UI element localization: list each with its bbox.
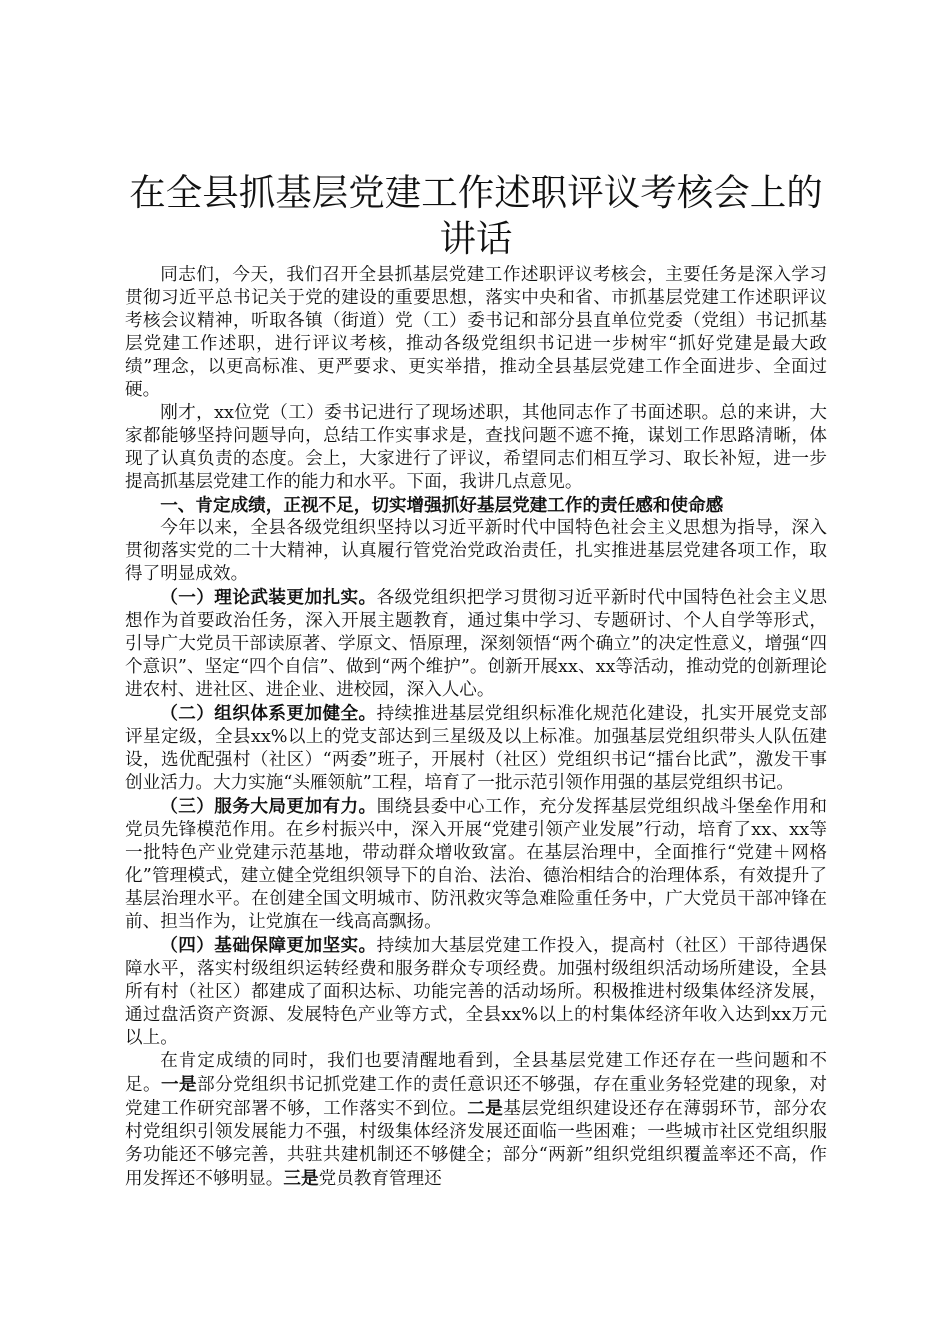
problems-text: 在肯定成绩的同时，我们也要清醒地看到，全县基层党建工作还存在一些问题和不足。 <box>125 1051 827 1095</box>
problems-text: 党员教育管理还 <box>318 1169 442 1189</box>
subsection-text: 持续加大基层党建工作投入，提高村（社区）干部待遇保障水平，落实村级组织运转经费和服务群众专项经费。加强村级组织活动场所建设，全县所有村（社区）都建成了面积达标、功能完善的活动场所。积极推进村级集体经济发展，通过盘活资产资源、发展特色产业等方式，全县xx%以上的村集体经济年收入达到xx万元以上。 <box>125 936 827 1048</box>
document-page <box>125 170 827 1191</box>
subsection-lead: （三）服务大局更加有力。 <box>160 796 377 817</box>
section-heading: 一、肯定成绩，正视不足，切实增强抓好基层党建工作的责任感和使命感 <box>160 495 724 516</box>
point-marker-1: 一是 <box>161 1074 198 1095</box>
document-title: 在全县抓基层党建工作述职评议考核会上的讲话 <box>129 171 823 260</box>
subsection-lead: （一）理论武装更加扎实。 <box>160 587 377 608</box>
body-paragraph: 今年以来，全县各级党组织坚持以习近平新时代中国特色社会主义思想为指导，深入贯彻落实党的二十大精神，认真履行管党治党政治责任，扎实推进基层党建各项工作，取得了明显成效。 <box>125 518 827 584</box>
subsection-paragraph <box>125 586 827 702</box>
problems-text: 基层党组织建设还存在薄弱环节，部分农村党组织引领发展能力不强，村级集体经济发展还面临一些困难；一些城市社区党组织服务功能还不够完善，共驻共建机制还不够健全；部分“两新”组织党组织覆盖率还不高，作用发挥还不够明显。 <box>125 1099 827 1189</box>
point-marker-3: 三是 <box>283 1168 319 1189</box>
subsection-paragraph <box>125 795 827 934</box>
subsection-paragraph <box>125 702 827 795</box>
problems-text: 部分党组织书记抓党建工作的责任意识还不够强，存在重业务轻党建的现象，对党建工作研究部署不够，工作落实不到位。 <box>125 1075 827 1119</box>
subsection-paragraph <box>125 934 827 1050</box>
subsection-lead: （二）组织体系更加健全。 <box>160 703 377 724</box>
point-marker-2: 二是 <box>467 1098 504 1119</box>
subsection-text: 各级党组织把学习贯彻习近平新时代中国特色社会主义思想作为首要政治任务，深入开展主题教育，通过集中学习、专题研讨、个人自学等形式，引导广大党员干部读原著、学原文、悟原理，深刻领悟“两个确立”的决定性意义，增强“四个意识”、坚定“四个自信”、做到“两个维护”。创新开展xx、xx等活动，推动党的创新理论进农村、进社区、进企业、进校园，深入人心。 <box>125 588 827 700</box>
subsection-text: 持续推进基层党组织标准化规范化建设，扎实开展党支部评星定级，全县xx%以上的党支部达到三星级及以上标准。加强基层党组织带头人队伍建设，选优配强村（社区）“两委”班子，开展村（社区）党组织书记“擂台比武”，激发干事创业活力。大力实施“头雁领航”工程，培育了一批示范引领作用强的基层党组织书记。 <box>125 704 827 793</box>
body-paragraph: 同志们，今天，我们召开全县抓基层党建工作述职评议考核会，主要任务是深入学习贯彻习近平总书记关于党的建设的重要思想，落实中央和省、市抓基层党建工作述职评议考核会议精神，听取各镇（街道）党（工）委书记和部分县直单位党委（党组）书记抓基层党建工作述职，进行评议考核，推动各级党组织书记进一步树牢“抓好党建是最大政绩”理念，以更高标准、更严要求、更实举措，推动全县基层党建工作全面进步、全面过硬。 <box>125 265 827 400</box>
subsection-text: 围绕县委中心工作，充分发挥基层党组织战斗堡垒作用和党员先锋模范作用。在乡村振兴中，深入开展“党建引领产业发展”行动，培育了xx、xx等一批特色产业党建示范基地，带动群众增收致富。在基层治理中，全面推行“党建＋网格化”管理模式，建立健全党组织领导下的自治、法治、德治相结合的治理体系，有效提升了基层治理水平。在创建全国文明城市、防汛救灾等急难险重任务中，广大党员干部冲锋在前、担当作为，让党旗在一线高高飘扬。 <box>125 797 827 932</box>
problems-paragraph <box>125 1050 827 1191</box>
body-paragraph: 刚才，xx位党（工）委书记进行了现场述职，其他同志作了书面述职。总的来讲，大家都能够坚持问题导向，总结工作实事求是，查找问题不遮不掩，谋划工作思路清晰，体现了认真负责的态度。会上，大家进行了评议，希望同志们相互学习、取长补短，进一步提高抓基层党建工作的能力和水平。下面，我讲几点意见。 <box>125 403 827 492</box>
subsection-lead: （四）基础保障更加坚实。 <box>160 935 377 956</box>
